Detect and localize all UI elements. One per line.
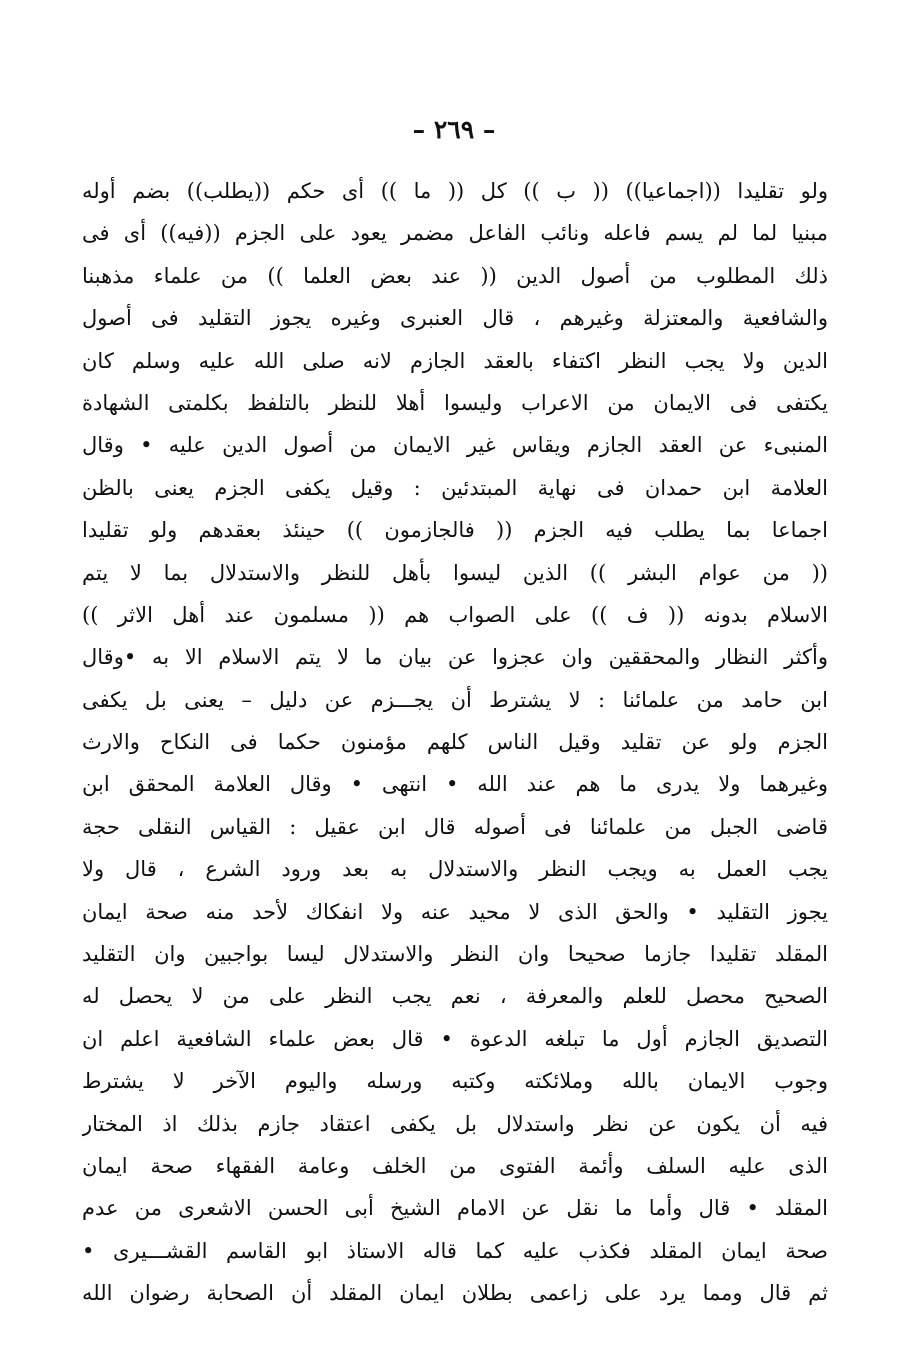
text-line: صحة ايمان المقلد فكذب عليه كما قاله الاستاذ ابو القاسم القشـــيرى •	[82, 1238, 828, 1263]
text-line: ذلك المطلوب من أصول الدين (( عند بعض العلما )) من علماء مذهبنا	[82, 263, 828, 288]
text-line: ابن حامد من علمائنا : لا يشترط أن يجـــزم عن دليل – يعنى بل يكفى	[82, 687, 828, 712]
text-line: قاضى الجبل من علمائنا فى أصوله قال ابن عقيل : القياس النقلى حجة	[82, 814, 828, 839]
text-line: ثم قال ومما يرد على زاعمى بطلان ايمان المقلد أن الصحابة رضوان الله	[82, 1281, 828, 1306]
text-line: يجب العمل به ويجب النظر والاستدلال به بعد ورود الشرع ، قال ولا	[82, 857, 828, 882]
text-line: اجماعا بما يطلب فيه الجزم (( فالجازمون )) حينئذ بعقدهم ولو تقليدا	[82, 518, 828, 543]
text-line: الصحيح محصل للعلم والمعرفة ، نعم يجب النظر على من لا يحصل له	[82, 984, 828, 1009]
page-number: – ٢٦٩ –	[412, 115, 496, 144]
text-line: وأكثر النظار والمحققين وان عجزوا عن بيان ما لا يتم الاسلام الا به •وقال	[82, 645, 828, 670]
text-line: ولو تقليدا ((اجماعيا)) (( ب )) كل (( ما )) أى حكم ((يطلب)) بضم أوله	[82, 179, 828, 203]
text-line: يجوز التقليد • والحق الذى لا محيد عنه ولا انفكاك لأحد منه صحة ايمان	[82, 899, 828, 924]
text-line: وجوب الايمان بالله وملائكته وكتبه ورسله واليوم الآخر لا يشترط	[82, 1069, 828, 1094]
text-line: والشافعية والمعتزلة وغيرهم ، قال العنبرى وغيره يجوز التقليد فى أصول	[82, 306, 828, 331]
text-line: المنبىء عن العقد الجازم ويقاس غير الايمان من أصول الدين عليه • وقال	[82, 433, 828, 458]
text-line: المقلد تقليدا جازما صحيحا وان النظر والاستدلال ليسا بواجبين وان التقليد	[82, 942, 828, 967]
text-line: يكتفى فى الايمان من الاعراب وليسوا أهلا للنظر بالتلفظ بكلمتى الشهادة	[82, 390, 828, 415]
text-line: الدين ولا يجب النظر اكتفاء بالعقد الجازم لانه صلى الله عليه وسلم كان	[82, 348, 828, 373]
text-line: وغيرهما ولا يدرى ما هم عند الله • انتهى • وقال العلامة المحقق ابن	[82, 772, 828, 797]
body-text	[82, 170, 828, 1315]
text-line: الذى عليه السلف وأئمة الفتوى من الخلف وعامة الفقهاء صحة ايمان	[82, 1153, 828, 1178]
text-line: الجزم ولو عن تقليد وقيل الناس كلهم مؤمنون حكما فى النكاح والارث	[82, 730, 828, 755]
text-line: مبنيا لما لم يسم فاعله ونائب الفاعل مضمر يعود على الجزم ((فيه)) أى فى	[82, 221, 828, 246]
text-line: التصديق الجازم أول ما تبلغه الدعوة • قال بعض علماء الشافعية اعلم ان	[82, 1026, 828, 1051]
text-line: الاسلام بدونه (( ف )) على الصواب هم (( مسلمون عند أهل الاثر ))	[82, 602, 828, 627]
text-line: (( من عوام البشر )) الذين ليسوا بأهل للنظر والاستدلال بما لا يتم	[82, 560, 828, 585]
text-line: فيه أن يكون عن نظر واستدلال بل يكفى اعتقاد جازم بذلك اذ المختار	[82, 1111, 828, 1136]
text-line: المقلد • قال وأما ما نقل عن الامام الشيخ أبى الحسن الاشعرى من عدم	[82, 1196, 828, 1221]
text-line: العلامة ابن حمدان فى نهاية المبتدئين : وقيل يكفى الجزم يعنى بالظن	[82, 475, 828, 500]
